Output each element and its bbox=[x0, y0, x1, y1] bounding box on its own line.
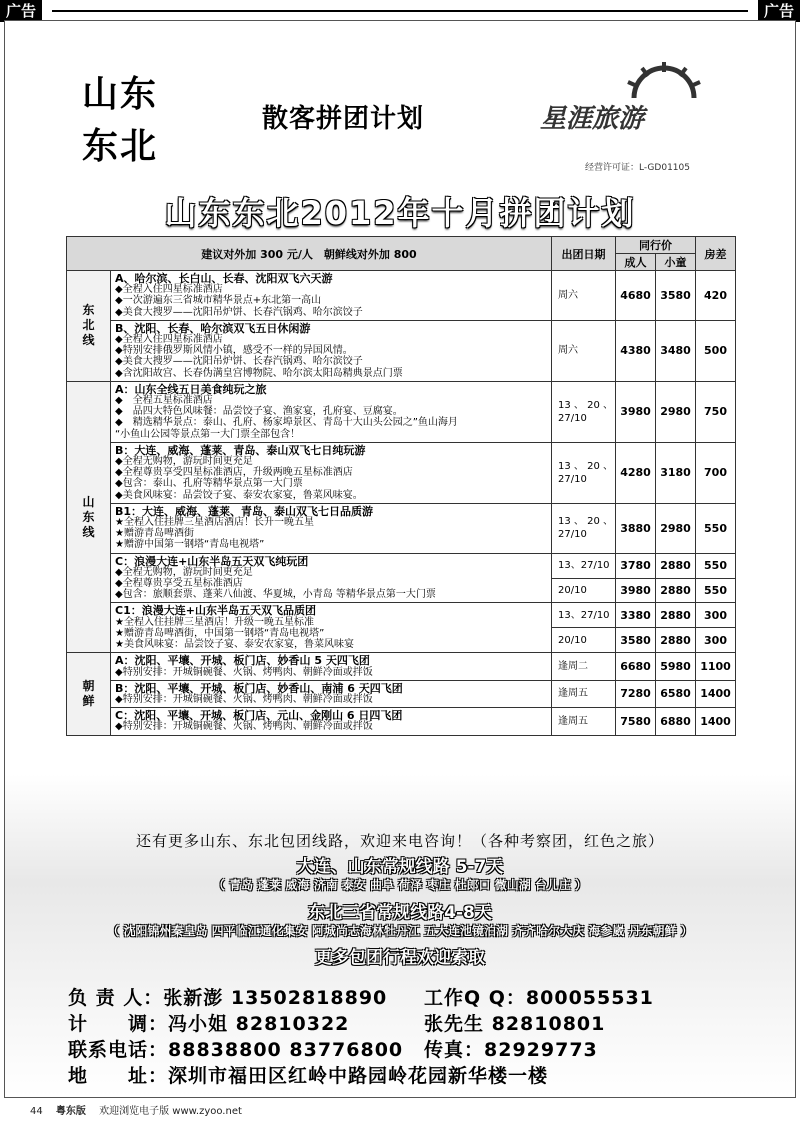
region-title-northeast: 东北 bbox=[82, 125, 159, 167]
room-diff: 300 bbox=[696, 603, 736, 628]
date-line: 逢周二 bbox=[558, 661, 588, 672]
room-diff: 550 bbox=[696, 503, 736, 553]
route-line: ◆全程尊贵享受四星标准酒店，升级两晚五星标准酒店 bbox=[115, 467, 353, 479]
table-row bbox=[67, 271, 736, 321]
date-line: 27/10 bbox=[558, 473, 587, 485]
adult-price: 3380 bbox=[616, 603, 656, 628]
table-row bbox=[67, 442, 736, 503]
banner-title: 山东东北2012年十月拼团计划 bbox=[164, 194, 636, 232]
route-title: A、哈尔滨、长白山、长春、沈阳双飞六天游 bbox=[115, 272, 333, 285]
room-diff: 1400 bbox=[696, 708, 736, 735]
table-row bbox=[67, 381, 736, 442]
adult-price: 7580 bbox=[616, 708, 656, 735]
departure-date bbox=[552, 503, 616, 553]
qq-group bbox=[424, 983, 654, 1010]
adult-price: 3980 bbox=[616, 578, 656, 603]
child-price: 2880 bbox=[656, 578, 696, 603]
route-line: ◆ 品四大特色风味餐：品尝饺子宴、渔家宴，孔府宴、豆腐宴。 bbox=[115, 406, 403, 418]
departure-date bbox=[552, 381, 616, 442]
date-line: 13 、 20 、 bbox=[558, 516, 613, 528]
route-title: B：沈阳、平壤、开城、板门店、妙香山、南浦 6 天四飞团 bbox=[115, 681, 403, 695]
edition-label: 粤东版 bbox=[55, 1106, 86, 1117]
phone-value: 88838800 83776800 bbox=[168, 1039, 404, 1061]
page-title: 散客拼团计划 bbox=[262, 104, 425, 134]
route-line: ◆全程无购物，游玩时间更充足 bbox=[115, 566, 253, 578]
address-value: 深圳市福田区红岭中路园岭花园新华楼一楼 bbox=[168, 1065, 549, 1087]
adult-price: 4680 bbox=[616, 271, 656, 321]
room-diff: 700 bbox=[696, 442, 736, 503]
route-line: ◆美食大搜罗——沈阳吊炉饼、长春汽锅鸡、哈尔滨饺子 bbox=[115, 306, 363, 318]
operator2-value: 张先生 82810801 bbox=[424, 1013, 606, 1035]
shandong-cities: （ 青岛 蓬莱 威海 济南 泰安 曲阜 荷泽 枣庄 杜郎口 微山湖 台儿庄 ） bbox=[212, 878, 588, 892]
child-price: 2980 bbox=[656, 381, 696, 442]
region-title-shandong: 山东 bbox=[82, 73, 159, 115]
table-row bbox=[67, 708, 736, 735]
shandong-regular-title: 大连、山东常规线路 5-7天 bbox=[296, 857, 504, 877]
route-line: ★美食风味宴：品尝饺子宴、泰安农家宴，鲁菜风味宴 bbox=[115, 639, 354, 651]
route-desc bbox=[111, 680, 552, 707]
route-desc bbox=[111, 603, 552, 653]
departure-date bbox=[552, 603, 616, 628]
route-title: B1：大连、威海、蓬莱、青岛、泰山双飞七日品质游 bbox=[115, 504, 374, 518]
room-diff: 420 bbox=[696, 271, 736, 321]
date-line: 27/10 bbox=[558, 529, 587, 541]
fax-group bbox=[424, 1035, 598, 1062]
route-line: ◆包含：旅顺套票、蓬莱八仙渡、华夏城，小青岛 等精华景点第一大门票 bbox=[115, 589, 436, 601]
license-number: 经营许可证：L-GD01105 bbox=[585, 163, 690, 173]
table-row bbox=[67, 653, 736, 680]
table-row bbox=[67, 553, 736, 578]
region-cell: 山 东 线 bbox=[67, 381, 111, 652]
more-itinerary-note: 更多包团行程欢迎索取 bbox=[315, 948, 485, 968]
route-desc bbox=[111, 503, 552, 553]
region-cell: 朝 鲜 bbox=[67, 653, 111, 735]
table-row bbox=[67, 320, 736, 381]
address-label: 地 址： bbox=[68, 1065, 169, 1087]
route-line: ◆特别安排：开城铜碗餐、火锅、烤鸭肉、朝鲜冷面或拌饭 bbox=[115, 693, 373, 705]
route-line: ★赠游中国第一钢塔“青岛电视塔” bbox=[115, 539, 265, 551]
route-line: ◆特别安排：开城铜碗餐、火锅、烤鸭肉、朝鲜冷面或拌饭 bbox=[115, 721, 373, 733]
route-desc bbox=[111, 381, 552, 442]
contact-operator-row bbox=[68, 1009, 606, 1036]
room-diff: 750 bbox=[696, 381, 736, 442]
more-routes-note: 还有更多山东、东北包团线路，欢迎来电咨询！（各种考察团，红色之旅） bbox=[135, 832, 664, 850]
child-price: 5980 bbox=[656, 653, 696, 680]
manager-value: 张新澎 13502818890 bbox=[163, 987, 388, 1009]
adult-price: 4380 bbox=[616, 320, 656, 381]
header-date: 出团日期 bbox=[552, 237, 616, 271]
qq-label: 工作Q Q： bbox=[424, 987, 526, 1009]
route-line: ◆美食风味宴：品尝饺子宴、泰安农家宴，鲁菜风味宴。 bbox=[115, 489, 363, 501]
date-line: 13 、 20 、 bbox=[558, 460, 613, 472]
route-line: ◆ 精选精华景点：泰山、孔府、杨家埠景区、青岛十大山头公园之”鱼山海月 bbox=[115, 417, 458, 429]
northeast-cities: （ 沈阳锦州秦皇岛 四平临江通化集安 阿城尚志海林牡丹江 五大连池镜泊湖 齐齐哈尔大庆 海参崴 丹东朝鲜 ） bbox=[107, 924, 693, 938]
departure-date: 20/10 bbox=[552, 578, 616, 603]
child-price: 3180 bbox=[656, 442, 696, 503]
route-title: B：大连、威海、蓬莱、青岛、泰山双飞七日纯玩游 bbox=[115, 443, 366, 457]
header-room-diff: 房差 bbox=[696, 237, 736, 271]
route-title: C1：浪漫大连+山东半岛五天双飞品质团 bbox=[115, 604, 316, 618]
route-line: ◆全程入住四星标准酒店 bbox=[115, 334, 223, 346]
sun-icon bbox=[624, 60, 704, 100]
route-line: ◆包含：泰山、孔府等精华景点第一大门票 bbox=[115, 478, 303, 490]
adult-price: 7280 bbox=[616, 680, 656, 707]
adult-price: 3580 bbox=[616, 628, 656, 653]
operator-value: 冯小姐 82810322 bbox=[168, 1013, 350, 1035]
date-line: 13、27/10 bbox=[558, 609, 610, 621]
top-rule bbox=[52, 10, 748, 12]
route-desc bbox=[111, 442, 552, 503]
date-line: 周六 bbox=[558, 289, 578, 301]
departure-date bbox=[552, 271, 616, 321]
route-line: ◆全程入住四星标准酒店 bbox=[115, 284, 223, 296]
phone-label: 联系电话： bbox=[68, 1039, 169, 1061]
child-price: 6580 bbox=[656, 680, 696, 707]
route-line: ◆美食大搜罗——沈阳吊炉饼、长春汽锅鸡、哈尔滨饺子 bbox=[115, 356, 363, 368]
departure-date: 20/10 bbox=[552, 628, 616, 653]
route-desc bbox=[111, 708, 552, 735]
child-price: 2880 bbox=[656, 603, 696, 628]
adult-price: 3980 bbox=[616, 381, 656, 442]
date-line: 27/10 bbox=[558, 412, 587, 424]
adult-price: 6680 bbox=[616, 653, 656, 680]
room-diff: 550 bbox=[696, 578, 736, 603]
brand-logo bbox=[540, 60, 720, 160]
route-desc bbox=[111, 320, 552, 381]
child-price: 2880 bbox=[656, 628, 696, 653]
route-line: ◆全程尊贵享受五星标准酒店 bbox=[115, 578, 243, 590]
room-diff: 300 bbox=[696, 628, 736, 653]
departure-date bbox=[552, 320, 616, 381]
room-diff: 1400 bbox=[696, 680, 736, 707]
plan-table bbox=[66, 236, 736, 736]
northeast-regular-title: 东北三省常规线路4-8天 bbox=[308, 903, 492, 923]
table-row bbox=[67, 680, 736, 707]
ad-label-left: 广告 bbox=[0, 0, 42, 22]
route-line: ◆含沈阳故宫、长春伪满皇宫博物院、哈尔滨太阳岛精典景点门票 bbox=[115, 367, 403, 379]
departure-date bbox=[552, 708, 616, 735]
date-line: 13 、 20 、 bbox=[558, 399, 613, 411]
fax-label: 传真： bbox=[424, 1039, 485, 1061]
table-row bbox=[67, 503, 736, 553]
ad-label-right: 广告 bbox=[758, 0, 800, 22]
route-desc bbox=[111, 553, 552, 603]
fax-value: 82929773 bbox=[484, 1039, 598, 1061]
header-adult: 成人 bbox=[616, 254, 656, 271]
qq-value: 800055531 bbox=[525, 987, 654, 1009]
welcome-link[interactable]: 欢迎浏览电子版 www.zyoo.net bbox=[99, 1106, 242, 1117]
child-price: 6880 bbox=[656, 708, 696, 735]
route-title: B、沈阳、长春、哈尔滨双飞五日休闲游 bbox=[115, 321, 311, 335]
manager-label: 负 责 人： bbox=[68, 987, 164, 1009]
room-diff: 1100 bbox=[696, 653, 736, 680]
operator-label: 计 调： bbox=[68, 1013, 169, 1035]
departure-date bbox=[552, 553, 616, 578]
route-line: ★全程入住挂牌三星酒店！升级一晚五星标准 bbox=[115, 616, 314, 628]
route-line: ★赠游青岛啤酒街，中国第一钢塔“青岛电视塔” bbox=[115, 627, 325, 639]
route-line: ◆一次游遍东三省城市精华景点+东北第一高山 bbox=[115, 295, 322, 307]
date-line: 逢周五 bbox=[558, 715, 588, 727]
route-line: ◆特别安排俄罗斯风情小镇，感受不一样的异国风情。 bbox=[115, 345, 353, 357]
table-row bbox=[67, 603, 736, 628]
date-line: 周六 bbox=[558, 345, 578, 357]
route-title: C：浪漫大连+山东半岛五天双飞纯玩团 bbox=[115, 554, 309, 568]
page-footer bbox=[30, 1102, 242, 1117]
header-child: 小童 bbox=[656, 254, 696, 271]
header-peer-price: 同行价 bbox=[616, 237, 696, 254]
child-price: 2980 bbox=[656, 503, 696, 553]
logo-wordmark: 星涯旅游 bbox=[540, 104, 645, 134]
contact-address-row bbox=[68, 1061, 548, 1088]
departure-date bbox=[552, 680, 616, 707]
room-diff: 550 bbox=[696, 553, 736, 578]
route-desc bbox=[111, 271, 552, 321]
route-title: C：沈阳、平壤、开城、板门店、元山、金刚山 6 日四飞团 bbox=[115, 709, 403, 723]
route-desc bbox=[111, 653, 552, 680]
header-note: 建议对外加 300 元/人 朝鲜线对外加 800 bbox=[67, 237, 552, 271]
route-line: “小鱼山公园等景点第一大门票全部包含！ bbox=[115, 428, 301, 440]
child-price: 2880 bbox=[656, 553, 696, 578]
route-line: ★赠游青岛啤酒街 bbox=[115, 528, 194, 540]
route-line: ◆特别安排：开城铜碗餐、火锅、烤鸭肉、朝鲜冷面或拌饭 bbox=[115, 666, 373, 678]
route-line: ◆ 全程五星标准酒店 bbox=[115, 395, 213, 407]
region-cell: 东 北 线 bbox=[67, 271, 111, 382]
adult-price: 4280 bbox=[616, 442, 656, 503]
contact-manager-row bbox=[68, 983, 654, 1010]
contact-phone-row bbox=[68, 1035, 598, 1062]
route-title: A：沈阳、平壤、开城、板门店、妙香山 5 天四飞团 bbox=[115, 654, 370, 668]
room-diff: 500 bbox=[696, 320, 736, 381]
child-price: 3480 bbox=[656, 320, 696, 381]
route-title: A：山东全线五日美食纯玩之旅 bbox=[115, 382, 267, 396]
child-price: 3580 bbox=[656, 271, 696, 321]
route-line: ★全程入住挂牌三星酒店酒店！长升一晚五星 bbox=[115, 517, 314, 529]
page-number: 44 bbox=[30, 1106, 43, 1117]
route-line: ◆全程无购物，游玩时间更充足 bbox=[115, 456, 253, 468]
adult-price: 3880 bbox=[616, 503, 656, 553]
departure-date bbox=[552, 442, 616, 503]
adult-price: 3780 bbox=[616, 553, 656, 578]
departure-date bbox=[552, 653, 616, 680]
date-line: 逢周五 bbox=[558, 688, 588, 700]
date-line: 13、27/10 bbox=[558, 560, 610, 572]
